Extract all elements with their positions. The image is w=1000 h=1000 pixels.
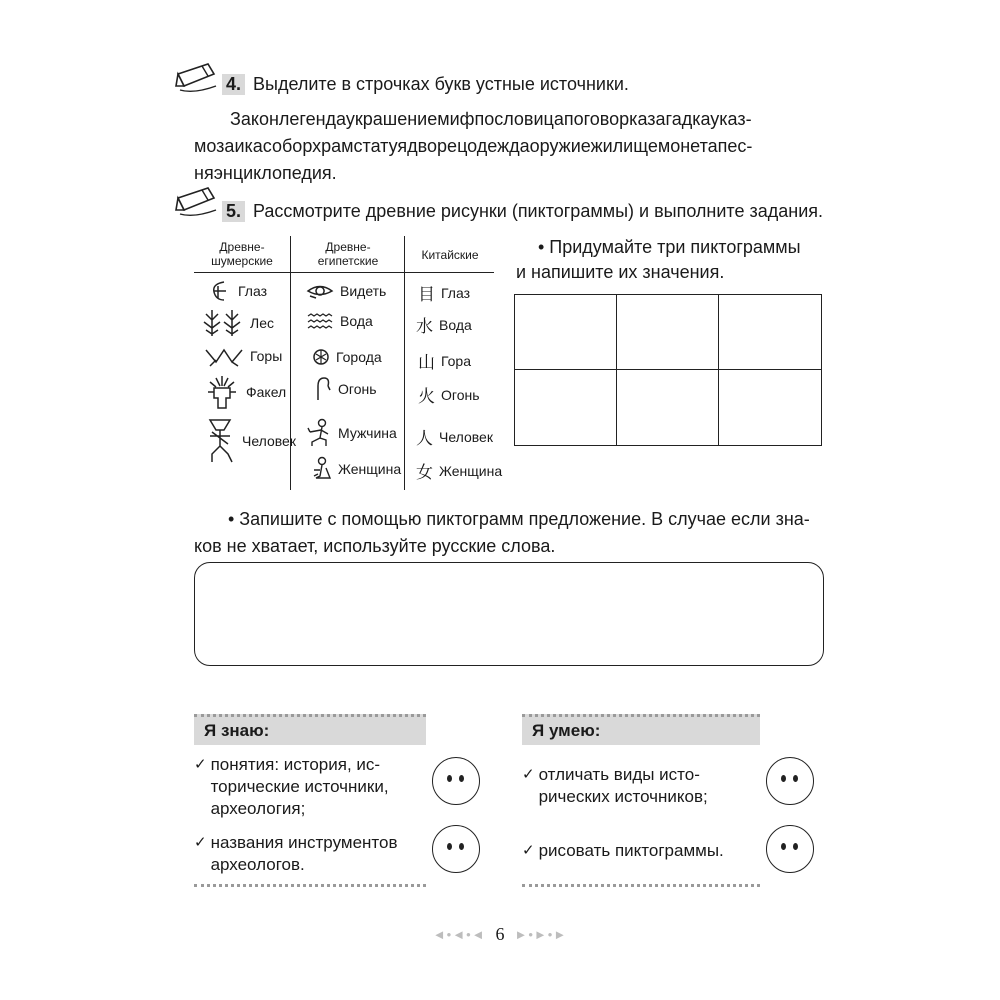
header-egyptian bbox=[292, 240, 404, 268]
header-chinese: Китайские bbox=[421, 248, 479, 262]
drawing-cell[interactable] bbox=[719, 295, 821, 370]
know-item-1-line3: археология; bbox=[210, 799, 306, 818]
know-item-1-line1: понятия: история, ис- bbox=[210, 755, 381, 774]
bullet2-line2: ков не хватает, используйте русские слова. bbox=[194, 536, 556, 556]
sumerian-label-mountains: Горы bbox=[250, 348, 283, 364]
table-divider-2 bbox=[404, 236, 405, 490]
header-sumerian bbox=[194, 240, 290, 268]
know-panel-items bbox=[194, 754, 422, 876]
egyptian-label-fire: Огонь bbox=[338, 381, 377, 397]
chinese-label-water: Вода bbox=[439, 316, 472, 333]
sumerian-label-eye: Глаз bbox=[238, 283, 268, 299]
smiley-face-icon[interactable] bbox=[432, 757, 480, 805]
egyptian-label-man: Мужчина bbox=[338, 425, 397, 441]
header-sumerian-line2: шумерские bbox=[211, 254, 273, 268]
know-item-2-line1: названия инструментов bbox=[210, 833, 398, 852]
drawing-cell[interactable] bbox=[515, 295, 617, 370]
chinese-glyph-fire: 火 bbox=[418, 387, 435, 406]
smiley-face-icon[interactable] bbox=[766, 825, 814, 873]
footer-right-arrows: ►•►•► bbox=[514, 927, 568, 942]
sumerian-row-mountains bbox=[204, 344, 282, 368]
egyptian-row-see bbox=[306, 282, 386, 300]
table-header-line bbox=[194, 272, 494, 273]
smiley-face-icon[interactable] bbox=[432, 825, 480, 873]
chinese-row-person bbox=[416, 424, 493, 449]
sumerian-label-forest: Лес bbox=[250, 315, 274, 331]
task5-number: 5. bbox=[222, 201, 245, 222]
know-panel-bottom-border bbox=[194, 884, 426, 887]
drawing-cell[interactable] bbox=[617, 295, 719, 370]
chinese-label-eye: Глаз bbox=[441, 284, 471, 301]
task4-heading bbox=[222, 74, 629, 95]
egyptian-label-see: Видеть bbox=[340, 283, 387, 299]
check-icon: ✓ bbox=[522, 842, 535, 859]
can-item-1-line2: рических источников; bbox=[538, 787, 708, 806]
check-icon: ✓ bbox=[522, 766, 535, 783]
sumerian-torch-icon bbox=[204, 374, 240, 410]
egyptian-woman-icon bbox=[310, 456, 332, 482]
letters-line-1: Законлегендаукрашениемифпословицапоговорказагадкауказ- bbox=[230, 109, 752, 129]
egyptian-row-man bbox=[306, 418, 397, 448]
egyptian-eye-icon bbox=[306, 282, 334, 300]
sumerian-eye-icon bbox=[210, 280, 232, 302]
letters-block bbox=[194, 106, 824, 187]
task5-instruction: Рассмотрите древние рисунки (пиктограммы) и выполните задания. bbox=[253, 201, 824, 221]
sumerian-mountains-icon bbox=[204, 344, 244, 368]
know-item-1 bbox=[194, 754, 422, 820]
can-panel-items bbox=[522, 764, 762, 862]
chinese-label-woman: Женщина bbox=[439, 462, 503, 479]
header-egyptian-line2: египетские bbox=[317, 254, 379, 268]
drawing-cell[interactable] bbox=[719, 370, 821, 445]
can-panel bbox=[522, 714, 760, 745]
egyptian-fire-icon bbox=[312, 376, 332, 402]
know-item-2 bbox=[194, 832, 422, 876]
pictogram-drawing-grid[interactable] bbox=[514, 294, 822, 446]
pictogram-table bbox=[194, 236, 503, 490]
can-item-2-line1: рисовать пиктограммы. bbox=[538, 841, 724, 860]
sumerian-row-torch bbox=[204, 374, 286, 410]
pencil-icon-task5 bbox=[174, 184, 220, 223]
chinese-label-fire: Огонь bbox=[441, 386, 480, 403]
bullet1-line1: • Придумайте три пиктограммы bbox=[538, 237, 801, 257]
chinese-glyph-person: 人 bbox=[416, 429, 433, 448]
know-item-1-line2: торические источники, bbox=[210, 777, 389, 796]
chinese-glyph-water: 水 bbox=[416, 317, 433, 336]
task5-heading bbox=[222, 201, 823, 222]
header-sumerian-line1: Древне- bbox=[219, 240, 265, 254]
task4-number: 4. bbox=[222, 74, 245, 95]
letters-line-3: няэнциклопедия. bbox=[194, 163, 337, 183]
sumerian-man-icon bbox=[204, 418, 236, 464]
sumerian-label-man: Человек bbox=[242, 433, 296, 449]
bullet-write-sentence bbox=[194, 506, 826, 560]
egyptian-city-icon bbox=[312, 348, 330, 366]
bullet1-line2: и напишите их значения. bbox=[516, 262, 725, 282]
egyptian-row-water bbox=[306, 312, 373, 330]
egyptian-row-city bbox=[312, 348, 382, 366]
check-icon: ✓ bbox=[194, 834, 207, 851]
egyptian-row-woman bbox=[310, 456, 401, 482]
header-egyptian-line1: Древне- bbox=[325, 240, 371, 254]
sumerian-label-torch: Факел bbox=[246, 384, 287, 400]
chinese-label-person: Человек bbox=[439, 428, 493, 445]
letters-line-2: мозаикасоборхрамстатуядворецодеждаоружиежилищемонетапес- bbox=[194, 136, 753, 156]
pencil-icon-task4 bbox=[174, 60, 220, 99]
chinese-row-woman bbox=[416, 458, 502, 483]
chinese-row-water bbox=[416, 312, 472, 337]
chinese-glyph-woman: 女 bbox=[416, 463, 433, 482]
sumerian-forest-icon bbox=[202, 308, 244, 338]
egyptian-water-icon bbox=[306, 312, 334, 330]
can-item-1-line1: отличать виды исто- bbox=[538, 765, 700, 784]
sentence-answer-box[interactable] bbox=[194, 562, 824, 666]
page-footer bbox=[400, 924, 600, 945]
smiley-face-icon[interactable] bbox=[766, 757, 814, 805]
footer-left-arrows: ◄•◄•◄ bbox=[432, 927, 486, 942]
check-icon: ✓ bbox=[194, 756, 207, 773]
page-number: 6 bbox=[495, 924, 505, 944]
can-item-1 bbox=[522, 764, 762, 808]
egyptian-label-woman: Женщина bbox=[338, 461, 402, 477]
chinese-glyph-eye: 目 bbox=[418, 285, 435, 304]
can-panel-title: Я умею: bbox=[522, 714, 760, 745]
bullet-invent-pictograms bbox=[516, 235, 826, 285]
can-panel-bottom-border bbox=[522, 884, 760, 887]
sumerian-row-eye bbox=[210, 280, 267, 302]
know-panel-title: Я знаю: bbox=[194, 714, 426, 745]
sumerian-row-man bbox=[204, 418, 296, 464]
egyptian-label-city: Города bbox=[336, 349, 382, 365]
bullet2-line1: • Запишите с помощью пиктограмм предложение. В случае если зна- bbox=[228, 509, 810, 529]
egyptian-label-water: Вода bbox=[340, 313, 373, 329]
task4-instruction: Выделите в строчках букв устные источники. bbox=[253, 74, 629, 94]
sumerian-row-forest bbox=[202, 308, 274, 338]
know-panel bbox=[194, 714, 426, 745]
can-item-2 bbox=[522, 840, 762, 862]
drawing-cell[interactable] bbox=[617, 370, 719, 445]
chinese-glyph-mountain: 山 bbox=[418, 353, 435, 372]
chinese-row-fire bbox=[418, 382, 480, 407]
chinese-row-eye bbox=[418, 280, 470, 305]
chinese-label-mountain: Гора bbox=[441, 352, 472, 369]
drawing-cell[interactable] bbox=[515, 370, 617, 445]
know-item-2-line2: археологов. bbox=[210, 855, 305, 874]
chinese-row-mountain bbox=[418, 348, 471, 373]
egyptian-row-fire bbox=[312, 376, 377, 402]
egyptian-man-icon bbox=[306, 418, 332, 448]
